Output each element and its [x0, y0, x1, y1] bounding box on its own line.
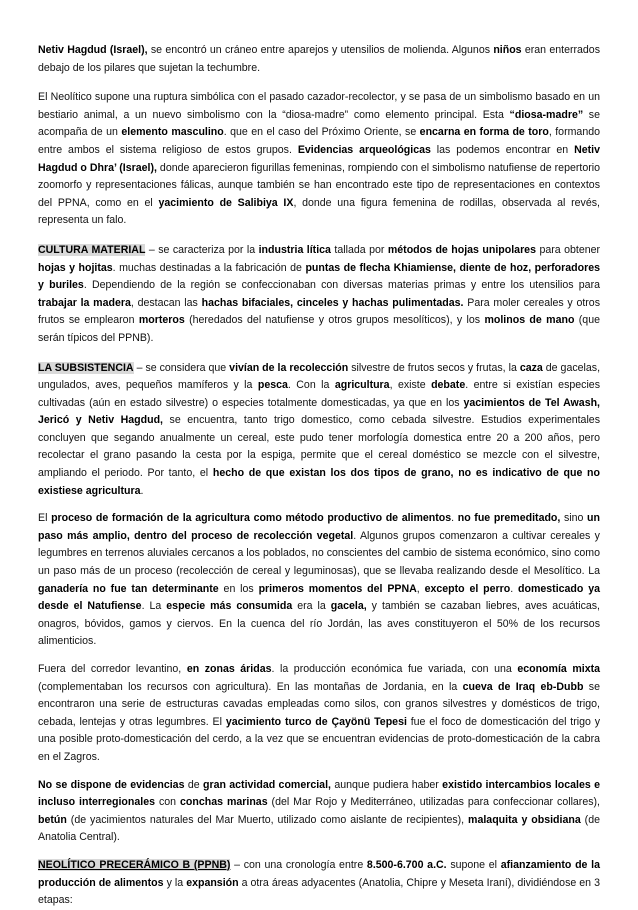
bold-text: especie más consumida — [166, 600, 293, 613]
bold-text: Evidencias arqueológicas — [297, 143, 431, 156]
bold-text: economía mixta — [517, 663, 601, 675]
bold-text: domesticado ya desde el Natufiense — [38, 582, 600, 613]
bold-text: elemento masculino — [121, 126, 224, 139]
text-run: (de yacimientos naturales del Mar Muerto, utilizado como aislante de recipientes), — [66, 813, 469, 826]
text-run: eran enterrados debajo de los pilares que sujetan la techumbre. — [38, 44, 600, 74]
text-run: – se considera que — [133, 361, 230, 374]
text-run: era la — [292, 600, 331, 613]
text-run: aunque pudiera haber — [330, 778, 443, 791]
text-run: de — [184, 778, 203, 791]
text-run: de gacelas, ungulados, aves, pequeños mamíferos y la — [38, 361, 601, 392]
bold-text: no fue premeditado, — [457, 512, 561, 525]
text-run: se encontró un cráneo entre aparejos y utensilios de molienda. Algunos — [147, 44, 494, 56]
paragraph-cultura-material — [38, 242, 600, 348]
paragraph-subsistencia — [38, 360, 600, 501]
text-run: . — [510, 582, 519, 595]
text-run: . muchas destinadas a la fabricación de — [112, 261, 306, 274]
bold-text: métodos de hojas unipolares — [387, 243, 536, 256]
text-run: Para moler cereales y otros frutos se emplearon — [38, 296, 600, 327]
bold-text: LA SUBSISTENCIA — [38, 361, 134, 374]
text-run: – con una cronología entre — [230, 858, 367, 871]
text-run: las podemos encontrar en — [430, 143, 575, 156]
text-run: silvestre de frutos secos y frutas, la — [348, 361, 520, 374]
bold-text: No se dispone de evidencias — [38, 778, 185, 791]
bold-text: niños — [493, 44, 522, 56]
bold-text: existido intercambios locales e incluso interregionales — [38, 778, 601, 809]
text-run: para obtener — [535, 243, 601, 256]
bold-text: molinos de mano — [484, 314, 575, 327]
text-run: fue el foco de domesticación del trigo y una posible proto-domesticación del cerdo, a la vez que se encuentran evidencias de proto-domesticación de la cabra en el Zagros. — [38, 715, 600, 763]
text-run: tallada por — [330, 243, 388, 256]
text-run: . Dependiendo de la región se confeccionaban con diversas materias primas y entre los utensilios para — [83, 279, 600, 292]
text-run: (heredados del natufiense y otros grupos mesolíticos), y los — [184, 314, 485, 327]
text-run: Fuera del corredor levantino, — [38, 663, 187, 675]
bold-text: encarna en forma de toro — [419, 126, 549, 139]
bold-text: puntas de flecha Khiamiense, diente de hoz, perforadores y buriles — [38, 261, 600, 292]
bold-text: Netiv Hagdud o Dhra’ (Israel), — [38, 143, 600, 174]
text-run: con — [155, 796, 181, 809]
bold-text: hojas y hojitas — [38, 261, 113, 274]
bold-text: morteros — [138, 314, 185, 327]
text-run: . Con la — [287, 379, 335, 392]
bold-text: “diosa-madre” — [509, 108, 584, 121]
bold-text: trabajar la madera — [38, 296, 131, 309]
bold-text: debate — [431, 379, 466, 392]
text-run: se acompaña de un — [38, 108, 600, 139]
bold-text: gran actividad comercial, — [202, 778, 331, 791]
text-run: se encontraron una serie de estructuras cavadas empleadas como silos, con granos silvestres y domésticos de trigo, cebada, lentejas y otras legumbres. El — [38, 680, 600, 728]
bold-text: ganadería no fue tan determinante — [38, 582, 219, 595]
text-run: , destacan las — [130, 296, 202, 309]
paragraph-netiv-hagdud — [38, 42, 600, 77]
text-run: donde aparecieron figurillas femeninas, rompiendo con el simbolismo natufiense de repertorio zoomorfo y representaciones fálicas, aunque también se han encontrado este tipo de representaciones en contextos del PPNA, como en el — [38, 161, 600, 209]
text-run: (del Mar Rojo y Mediterráneo, utilizadas para confeccionar collares), — [267, 796, 600, 809]
bold-text: yacimiento de Salibiya IX — [158, 196, 294, 209]
bold-text: expansión — [186, 876, 239, 889]
bold-text: cueva de Iraq eb-Dubb — [462, 680, 584, 693]
bold-text: betún — [38, 813, 67, 826]
paragraph-ppnb — [38, 857, 600, 910]
text-run: y también se cazaban liebres, aves acuáticas, onagros, bóvidos, gamos y ciervos. En la cuenca del río Jordán, las aves constituyeron el 50% de los recursos alimenticios. — [38, 600, 601, 648]
text-run: se encuentra, tanto trigo domestico, como cebada silvestre. Estudios experimentales concluyen que segando anualmente un cereal, este pudo tener morfología domestica entre 20 a 200 años, pero recolectar el grano pasando la cesta por la espiga, permite que el cereal doméstico se mezcle con el silvestre, ampliando el periodo. Por tanto, el — [38, 414, 600, 480]
text-run: a otra áreas adyacentes (Anatolia, Chipre y Meseta Iraní), dividiéndose en 3 etapas: — [38, 876, 600, 907]
bold-text: NEOLÍTICO PRECERÁMICO B (PPNB) — [38, 858, 231, 871]
bold-text: yacimiento turco de Çayönü Tepesi — [225, 715, 407, 728]
bold-text: afianzamiento de la producción de alimentos — [38, 858, 600, 889]
text-run: en los — [218, 582, 259, 595]
bold-text: agricultura — [334, 379, 390, 392]
bold-text: excepto el perro — [424, 582, 511, 595]
bold-text: malaquita y obsidiana — [468, 813, 581, 826]
text-run: sino — [560, 512, 588, 525]
text-run: , existe — [389, 379, 432, 392]
text-run: El Neolítico supone una ruptura simbólica con el pasado cazador-recolector, y se pasa de un simbolismo basado en un bestiario animal, a un nuevo simbolismo con la “diosa-madre” como elemento principal. Esta — [38, 91, 600, 121]
bold-text: hecho de que existan los dos tipos de grano, no es indicativo de que no existiese agricultura — [38, 467, 600, 497]
bold-text: gacela, — [330, 600, 367, 613]
text-run: . que en el caso del Próximo Oriente, se — [223, 126, 420, 139]
bold-text: proceso de formación de la agricultura como método productivo de alimentos — [51, 512, 452, 525]
text-run: El — [38, 512, 52, 525]
bold-text: industria lítica — [258, 243, 331, 256]
bold-text: vivían de la recolección — [229, 361, 349, 374]
text-run: – se caracteriza por la — [145, 243, 259, 256]
text-run: . Algunos grupos comenzaron a cultivar cereales y legumbres en terrenos aluviales cercanos a los poblados, no conscientes del cambio de sistema económico, sino como un paso más de un proceso (recolección de cereal y leguminosas), que se llevaba realizando desde el Mesolítico. La — [38, 529, 600, 578]
text-run: . La — [141, 600, 167, 613]
bold-text: primeros momentos del PPNA — [258, 582, 417, 595]
text-run: (de Anatolia Central). — [38, 813, 600, 844]
text-run: (que serán típicos del PPNB). — [38, 314, 600, 344]
text-run: , formando entre ambos el sistema religioso de estos grupos. — [38, 126, 600, 156]
bold-text: yacimientos de Tel Awash, Jericó y Netiv Hagdud, — [38, 396, 600, 427]
text-run: . — [451, 512, 458, 525]
bold-text: un paso más amplio, dentro del proceso de recolección vegetal — [38, 512, 600, 542]
text-run: , — [416, 582, 425, 595]
paragraph-agricultura — [38, 510, 600, 651]
text-run: supone el — [446, 858, 501, 871]
bold-text: CULTURA MATERIAL — [38, 243, 146, 256]
bold-text: caza — [519, 361, 543, 374]
bold-text: en zonas áridas — [186, 663, 272, 675]
bold-text: conchas marinas — [180, 796, 268, 809]
text-run: y la — [163, 876, 187, 889]
bold-text: pesca — [257, 379, 288, 392]
paragraph-zonas-aridas — [38, 661, 600, 767]
text-run: (complementaban los recursos con agricultura). En las montañas de Jordania, en la — [38, 680, 463, 693]
text-run: . la producción económica fue variada, con una — [271, 663, 518, 675]
bold-text: 8.500-6.700 a.C. — [366, 858, 447, 871]
bold-text: Netiv Hagdud (Israel), — [38, 44, 148, 56]
text-run: , donde una figura femenina de rodillas, observada al revés, representa un falo. — [38, 196, 600, 227]
text-run: . — [140, 484, 144, 497]
text-run: . entre si existían especies cultivadas (aún en estado silvestre) o especies totalmente domesticadas, ya que en los — [38, 379, 600, 409]
paragraph-comercio — [38, 777, 600, 847]
bold-text: hachas bifaciales, cinceles y hachas pulimentadas. — [201, 296, 464, 309]
paragraph-simbolismo — [38, 89, 600, 230]
